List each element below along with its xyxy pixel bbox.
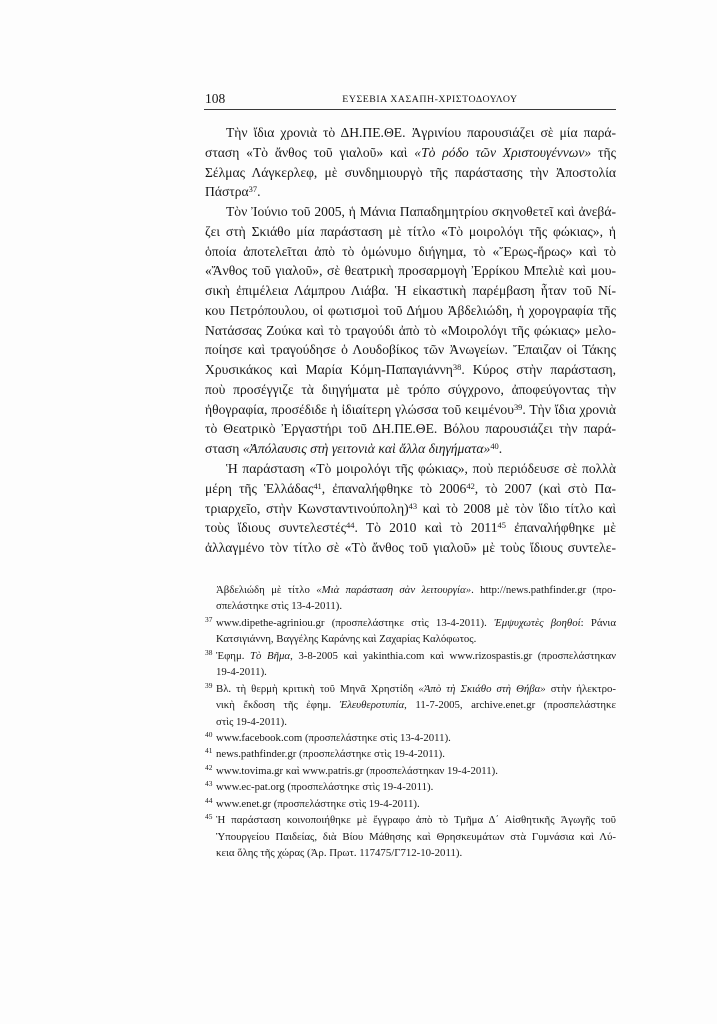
line-text: ἠθογραφία, προσέδιδε ἡ ἰδιαίτερη γλώσσα τοῦ κειμένου (205, 401, 514, 417)
line-text: καὶ τὸ 2008 μὲ τὸν ἴδιο τίτλο καὶ (417, 500, 616, 516)
header-rule (204, 109, 616, 110)
line-text: νικὴ ἔκδοση τῆς ἐφημ. (216, 699, 340, 712)
line-text: Βλ. τὴ θερμὴ κριτικὴ τοῦ Μηνᾶ Χρηστίδη (216, 682, 419, 695)
line-text: . (257, 184, 261, 200)
footnote-line: 19-4-2011). (216, 666, 267, 679)
line-text: μέρη τῆς Ἑλλάδας (205, 480, 314, 496)
footnote-line: news.pathfinder.gr (προσπελάστηκε στὶς 19-4-2011). (216, 748, 445, 761)
body-line (205, 479, 616, 499)
body-line: ποίησε καὶ τραγούδησε ὁ Λουδοβίκος τῶν Ἀνωγείων. Ἔπαιζαν οἱ Τάκης (205, 342, 616, 358)
italic-title: «Μιὰ παράσταση σὰν λειτουργία» (316, 584, 472, 596)
line-text: Χρυσικάκος καὶ Μαρία Κόμη-Παπαγιάννη (205, 362, 453, 378)
footnote-line: Κατσιγιάννη, Βαγγέλης Καράνης καὶ Ζαχαρίας Καλόφωτος. (216, 633, 477, 646)
footnote-line (216, 615, 616, 631)
italic-text: Ἐμψυχωτὲς βοηθοί (494, 616, 581, 629)
footnote-line (216, 681, 616, 697)
body-line: κου Πετρόπουλου, οἱ φωτισμοὶ τοῦ Δήμου Ἀβδελιώδη, ἡ χορογραφία τῆς (205, 302, 616, 318)
line-text: www.dipethe-agriniou.gr (προσπελάστηκε στὶς 13-4-2011). (216, 616, 495, 629)
footnote-marker: 45 (205, 812, 213, 822)
footnote-line (216, 697, 616, 713)
italic-title: «Τὸ ρόδο τῶν Χριστουγέννων» (414, 144, 592, 160)
line-text: , 11-7-2005, archive.enet.gr (προσπελάστηκε (404, 699, 616, 712)
line-text: ἐπαναλήφθηκε μὲ (505, 520, 616, 536)
footnote-ref: 40 (490, 441, 499, 452)
body-text (205, 123, 616, 558)
footnote (205, 615, 616, 648)
body-line (205, 499, 616, 519)
line-text: σταση «Τὸ ἄνθος τοῦ γιαλοῦ» καὶ (205, 144, 415, 160)
footnote-marker: 37 (205, 614, 213, 624)
line-text: , ἐπαναλήφθηκε τὸ 2006 (321, 480, 467, 496)
line-text: τριαρχεῖο, στὴν Κωνσταντινούπολη) (205, 500, 409, 516)
footnote-ref: 39 (513, 401, 523, 412)
body-line: ποὺ προσέγγιζε τὰ διηγήματα μὲ τρόπο σύγχρονο, ἀποφεύγοντας τὴν (205, 381, 616, 397)
footnote (205, 779, 616, 795)
footnotes (205, 582, 616, 861)
body-line: ζει στὴ Σκιάθο μία παράσταση μὲ τίτλο «Τὸ μοιρολόγι τῆς φώκιας», ἡ (205, 223, 616, 239)
body-line: ἀλλαγμένο τὸν τίτλο σὲ «Τὸ ἄνθος τοῦ γιαλοῦ» μὲ τοὺς ἴδιους συντελε- (205, 540, 616, 556)
footnote-marker: 38 (205, 647, 213, 657)
footnote-line: στὶς 19-4-2011). (216, 715, 287, 728)
italic-title: «Ἀπόλαυσις στὴ γειτονιὰ καὶ ἄλλα διηγήματα» (242, 441, 491, 457)
line-text: Ἀβδελιώδη μὲ τίτλο (216, 584, 317, 596)
body-line (205, 360, 616, 380)
footnote-ref: 38 (452, 361, 462, 372)
line-text: Πάστρα (205, 184, 249, 200)
body-line (205, 143, 616, 163)
footnote-marker: 42 (205, 762, 213, 772)
footnote (205, 746, 616, 762)
line-text: . http://news.pathfinder.gr (προ- (471, 584, 616, 596)
footnote-ref: 45 (497, 520, 506, 531)
footnote-line: www.tovima.gr καὶ www.patris.gr (προσπελάστηκαν 19-4-2011). (216, 764, 498, 777)
page-number: 108 (205, 91, 226, 106)
line-text: στὴν ἠλεκτρο- (545, 682, 616, 695)
footnote (205, 648, 616, 681)
body-line: Ἡ παράσταση «Τὸ μοιρολόγι τῆς φώκιας», ποὺ περιόδευσε σὲ πολλὰ (226, 461, 616, 477)
line-text: : Ράνια (580, 616, 616, 629)
italic-title: Ἐλευθεροτυπία (339, 699, 405, 712)
footnote-ref: 44 (346, 520, 355, 531)
footnote-ref: 37 (248, 184, 258, 195)
body-line: Τὴν ἴδια χρονιὰ τὸ ΔΗ.ΠΕ.ΘΕ. Ἀγρινίου παρουσιάζει σὲ μία παρά- (226, 125, 616, 140)
italic-title: Τὸ Βῆμα (250, 649, 291, 662)
line-text: τῆς (591, 144, 617, 160)
body-line: τὸ Θεατρικὸ Ἐργαστήρι τοῦ ΔΗ.ΠΕ.ΘΕ. Βόλου παρουσιάζει τὴν παρά- (205, 421, 616, 437)
line-text: . Τὴν ἴδια χρονιὰ (522, 401, 616, 417)
body-line: Τὸν Ἰούνιο τοῦ 2005, ἡ Μάνια Παπαδημητρίου σκηνοθετεῖ καὶ ἀνεβά- (226, 204, 616, 220)
footnote-marker: 41 (205, 746, 213, 756)
footnote-line: www.ec-pat.org (προσπελάστηκε στὶς 19-4-2011). (216, 781, 434, 794)
footnote-line: σπελάστηκε στὶς 13-4-2011). (216, 600, 343, 613)
footnote-line: Ὑπουργείου Παιδείας, διὰ Βίου Μάθησης καὶ Θρησκευμάτων στὰ Γυμνάσια καὶ Λύ- (216, 830, 616, 843)
footnote-line (216, 648, 616, 664)
footnote-line (216, 582, 616, 598)
footnote-line: Ἡ παράσταση κοινοποιήθηκε μὲ ἔγγραφο ἀπὸ τὸ Τμῆμα Δ΄ Αἰσθητικῆς Ἀγωγῆς τοῦ (216, 814, 616, 827)
footnote-marker: 44 (205, 795, 213, 805)
body-line: «Ἄνθος τοῦ γιαλοῦ», σὲ θεατρικὴ προσαρμογὴ Ἐρρίκου Μπελιὲ καὶ μου- (205, 263, 616, 279)
line-text: , 3-8-2005 καὶ yakinthia.com καὶ www.rizospastis.gr (προσπελάστηκαν (290, 649, 616, 662)
body-line: ὁποία ἀποτελεῖται ἀπὸ τὸ ὁμώνυμο διήγημα, τὸ «Ἔρως-ἥρως» καὶ τὸ (205, 243, 616, 259)
footnote (205, 796, 616, 812)
body-line: Σέλμας Λάγκερλεφ, μὲ συνδημιουργὸ τῆς παράστασης τὴν Ἀποστολία (205, 164, 616, 180)
line-text: τοὺς ἴδιους συντελεστές (205, 520, 347, 536)
line-text: . Κύρος στὴν παράσταση, (461, 362, 616, 378)
running-title: ΕΥΣΕΒΙΑ ΧΑΣΑΠΗ-ΧΡΙΣΤΟΔΟΥΛΟΥ (342, 94, 518, 105)
line-text: σταση (205, 441, 243, 457)
body-line (205, 439, 616, 459)
footnote-marker: 40 (205, 729, 213, 739)
footnote-line: www.facebook.com (προσπελάστηκε στὶς 13-4-2011). (216, 731, 451, 744)
footnote-marker: 39 (205, 680, 213, 690)
footnote-line: www.enet.gr (προσπελάστηκε στὶς 19-4-2011). (216, 797, 420, 810)
footnote-line: κεια ὅλης τῆς χώρας (Ἀρ. Πρωτ. 117475/Γ712-10-2011). (216, 847, 463, 859)
footnote-ref: 42 (466, 480, 475, 491)
body-line (205, 182, 616, 202)
footnote (205, 763, 616, 779)
footnote-ref: 41 (313, 480, 322, 491)
line-text: Ἐφημ. (216, 649, 251, 662)
footnote (205, 730, 616, 746)
body-line: σικὴ ἐπιμέλεια Λάμπρου Λιάβα. Ἡ εἰκαστικὴ παρέμβαση ἦταν τοῦ Νί- (205, 283, 616, 299)
line-text: . (498, 441, 503, 457)
body-line (205, 518, 616, 538)
footnote-ref: 43 (408, 500, 418, 511)
footnote (205, 812, 616, 861)
body-line: Νατάσσας Ζούκα καὶ τὸ τραγούδι ἀπὸ τὸ «Μοιρολόγι τῆς φώκιας» μελο- (205, 322, 616, 338)
italic-title: «Ἀπὸ τὴ Σκιάθο στὴ Θήβα» (418, 682, 546, 695)
footnote (205, 582, 616, 615)
line-text: . Τὸ 2010 καὶ τὸ 2011 (354, 520, 498, 536)
footnote-marker: 43 (205, 779, 213, 789)
line-text: , τὸ 2007 (καὶ στὸ Πα- (474, 480, 616, 496)
footnote (205, 681, 616, 730)
body-line (205, 400, 616, 420)
